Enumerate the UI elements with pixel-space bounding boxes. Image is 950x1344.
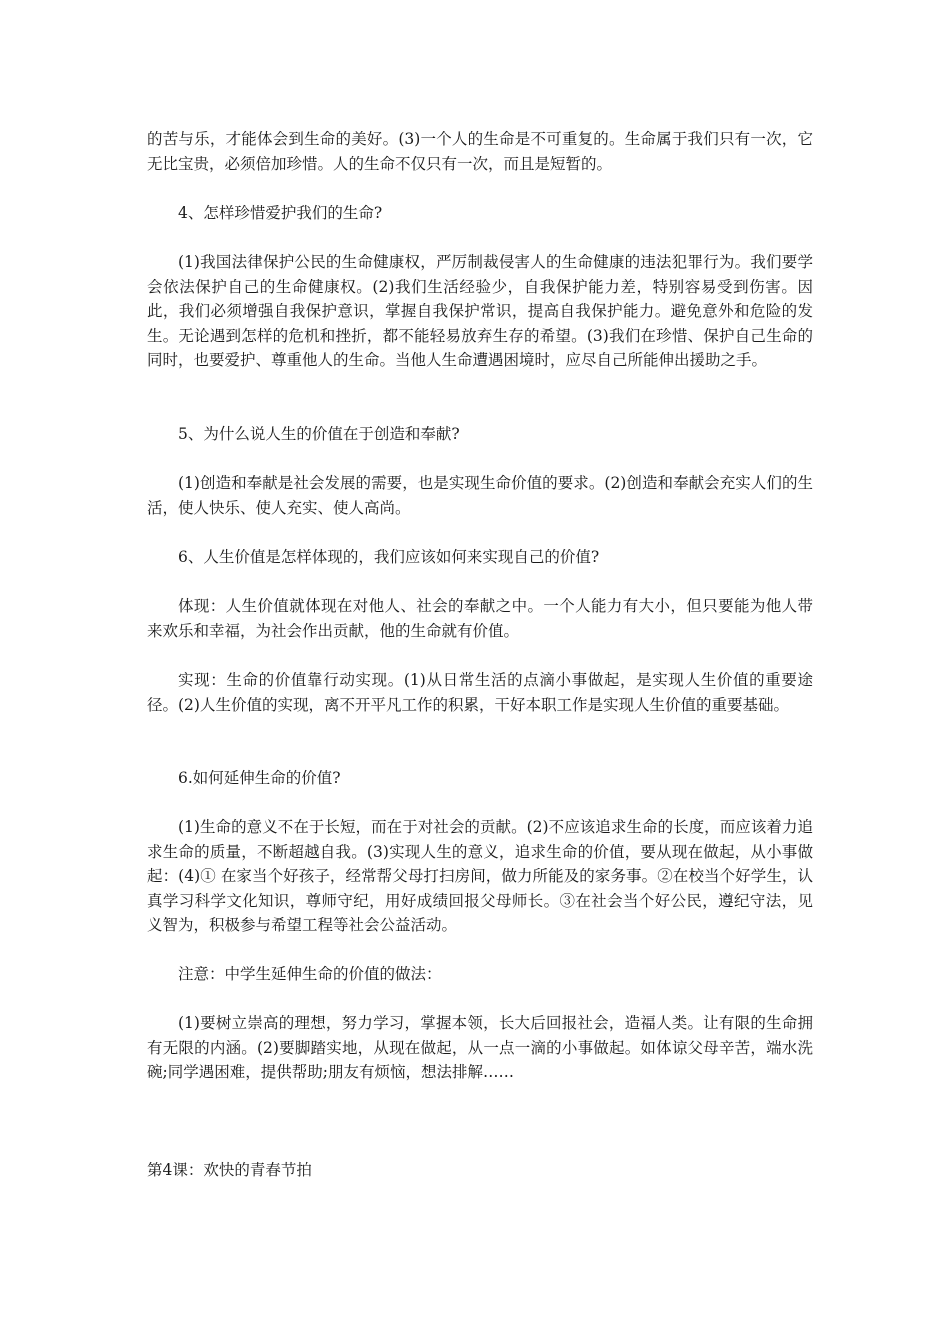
paragraph-continued: 的苦与乐，才能体会到生命的美好。(3)一个人的生命是不可重复的。生命属于我们只有一次，它无比宝贵，必须倍加珍惜。人的生命不仅只有一次，而且是短暂的。 (147, 130, 813, 173)
question-heading-extend: 6.如何延伸生命的价值? (178, 769, 341, 787)
question-heading-5: 5、为什么说人生的价值在于创造和奉献? (178, 425, 460, 443)
answer-paragraph-5: (1)创造和奉献是社会发展的需要，也是实现生命价值的要求。(2)创造和奉献会充实人们的生活，使人快乐、使人充实、使人高尚。 (147, 474, 813, 517)
question-heading-4: 4、怎样珍惜爱护我们的生命? (178, 204, 383, 222)
answer-paragraph-extend: (1)生命的意义不在于长短，而在于对社会的贡献。(2)不应该追求生命的长度，而应该着力追求生命的质量，不断超越自我。(3)实现人生的意义，追求生命的价值，要从现在做起，从小事做起：(4)① 在家当个好孩子，经常帮父母打扫房间，做力所能及的家务事。②在校当个好学生，认真学习科学文化知识，尊师守纪，用好成绩回报父母师长。③在社会当个好公民，遵纪守法，见义智为，积极参与希望工程等社会公益活动。 (147, 818, 813, 934)
note-paragraph: (1)要树立崇高的理想，努力学习，掌握本领，长大后回报社会，造福人类。让有限的生命拥有无限的内涵。(2)要脚踏实地，从现在做起，从一点一滴的小事做起。如体谅父母辛苦，端水洗碗;同学遇困难，提供帮助;朋友有烦恼，想法排解…… (147, 1014, 813, 1081)
answer-paragraph-6-embodiment: 体现：人生价值就体现在对他人、社会的奉献之中。一个人能力有大小，但只要能为他人带来欢乐和幸福，为社会作出贡献，他的生命就有价值。 (147, 597, 813, 640)
note-heading: 注意：中学生延伸生命的价值的做法： (178, 965, 442, 983)
answer-paragraph-4: (1)我国法律保护公民的生命健康权，严厉制裁侵害人的生命健康的违法犯罪行为。我们要学会依法保护自己的生命健康权。(2)我们生活经验少，自我保护能力差，特别容易受到伤害。因此，我们必须增强自我保护意识，掌握自我保护常识，提高自我保护能力。避免意外和危险的发生。无论遇到怎样的危机和挫折，都不能轻易放弃生存的希望。(3)我们在珍惜、保护自己生命的同时，也要爱护、尊重他人的生命。当他人生命遭遇困境时，应尽自己所能伸出援助之手。 (147, 253, 813, 369)
question-heading-6: 6、人生价值是怎样体现的，我们应该如何来实现自己的价值? (178, 548, 600, 566)
answer-paragraph-6-realization: 实现：生命的价值靠行动实现。(1)从日常生活的点滴小事做起，是实现人生价值的重要途径。(2)人生价值的实现，离不开平凡工作的积累，干好本职工作是实现人生价值的重要基础。 (147, 671, 813, 714)
lesson-title: 第4课：欢快的青春节拍 (147, 1161, 312, 1179)
